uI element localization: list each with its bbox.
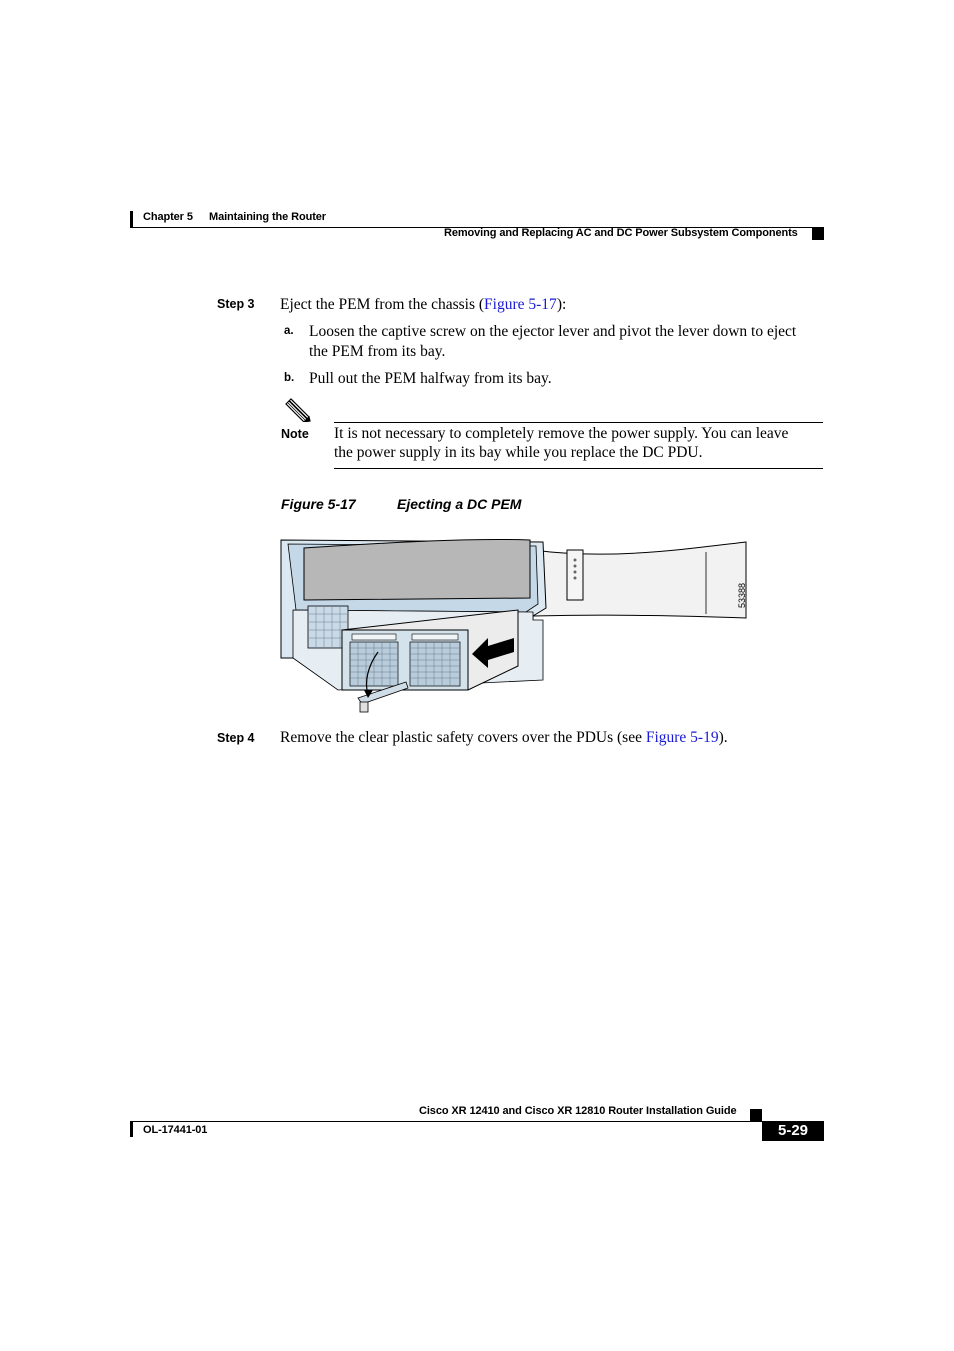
note-top-rule bbox=[334, 422, 823, 423]
step-4-text-after: ). bbox=[718, 729, 728, 746]
step-4-label: Step 4 bbox=[217, 731, 255, 745]
figure-5-17-link[interactable]: Figure 5-17 bbox=[484, 296, 557, 313]
note-line2: the power supply in its bay while you replace the DC PDU. bbox=[334, 444, 703, 461]
substep-a-line1: Loosen the captive screw on the ejector lever and pivot the lever down to eject bbox=[309, 323, 797, 340]
substep-b-label: b. bbox=[284, 372, 295, 384]
captive-screw bbox=[360, 702, 368, 712]
header-left-bar bbox=[130, 211, 133, 227]
footer-rule bbox=[130, 1121, 762, 1122]
figure-title: Ejecting a DC PEM bbox=[397, 496, 522, 512]
substep-a-line2: the PEM from its bay. bbox=[309, 343, 446, 360]
footer-right-block bbox=[750, 1109, 762, 1121]
step-4-text-before: Remove the clear plastic safety covers over the PDUs (see bbox=[280, 729, 646, 746]
step-3-text-before: Eject the PEM from the chassis ( bbox=[280, 296, 485, 313]
substep-b-line1: Pull out the PEM halfway from its bay. bbox=[309, 370, 552, 387]
substep-a-label: a. bbox=[284, 325, 294, 337]
figure-5-19-link[interactable]: Figure 5-19 bbox=[645, 729, 719, 746]
page-number: 5-29 bbox=[777, 1122, 809, 1139]
pem-vent-right bbox=[410, 642, 460, 686]
step-4-text bbox=[280, 728, 728, 747]
note-pencil-icon bbox=[283, 398, 311, 422]
chassis-side-panel bbox=[533, 542, 746, 618]
page-number-box bbox=[762, 1121, 824, 1141]
note-line1: It is not necessary to completely remove the power supply. You can leave bbox=[334, 425, 789, 442]
figure-number: Figure 5-17 bbox=[281, 496, 356, 512]
step-3-text-after: ): bbox=[556, 296, 567, 313]
header-chapter: Chapter 5 bbox=[143, 211, 193, 223]
footer-guide-title: Cisco XR 12410 and Cisco XR 12810 Router Installation Guide bbox=[419, 1105, 737, 1117]
note-label: Note bbox=[281, 427, 309, 441]
note-bottom-rule bbox=[334, 468, 823, 469]
header-section-title: Removing and Replacing AC and DC Power Subsystem Components bbox=[444, 227, 798, 239]
card-slot-panel bbox=[567, 550, 583, 600]
ejecting-dc-pem-figure bbox=[278, 530, 754, 716]
header-chapter-title: Maintaining the Router bbox=[209, 211, 326, 223]
step-3-label: Step 3 bbox=[217, 297, 255, 311]
footer-left-bar bbox=[130, 1121, 133, 1137]
footer-doc-number: OL-17441-01 bbox=[143, 1124, 208, 1136]
header-right-block bbox=[812, 228, 824, 240]
figure-id-label: 53388 bbox=[737, 582, 747, 608]
step-3-text bbox=[280, 295, 566, 314]
chassis-window bbox=[304, 539, 530, 600]
